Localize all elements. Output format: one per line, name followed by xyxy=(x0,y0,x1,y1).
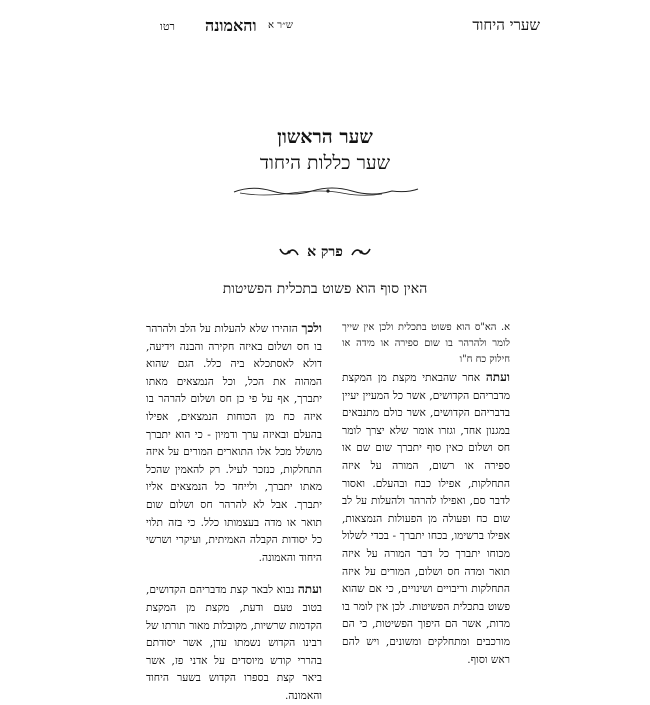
text-column-left xyxy=(146,320,322,705)
chapter-heading xyxy=(0,244,650,261)
paragraph-text: הזהירו שלא להעלות על הלב ולהרהר בו חס ושלום באיזה חקירה והבנה וידיעה, דולא לאסתכלא ביה כלל. הגם שהוא המהוה את הכל, וכל הנמצאים מאתו יתברך, אף על פי כן חס ושלום להרהר בו איזה כח מן הכוחות הנמצאים, אפילו בהעלם ובאיזה ערך ודמיון - כי הוא יתברך מושלל מכל אלו התוארים המורים על איזה התחלקות, כנזכר לעיל. רק להאמין שהכל מאתו יתברך, ולייחד כל הנמצאים אליו יתברך. אבל לא להרהר חס ושלום שום תואר או מדה בעצמותו כלל. כי בזה תלוי כל יסודות הקבלה האמיתית, ועיקרי ושרשי היחוד והאמונה. xyxy=(146,323,322,564)
paragraph xyxy=(146,320,322,567)
ornament-icon xyxy=(351,246,371,258)
flourish-ornament xyxy=(232,183,422,199)
paragraph-text: נבוא לבאר קצת מדבריהם הקדושים, בטוב טעם ודעת, מקצת מן המקצת הקדמות שרשיות, מקובלות מאור תורתו של רבינו הקדוש נשמתו עדן, אשר יסודתם בהררי קודש מיוסדים על אדני פז, אשר ביאר קצת בספרו הקדוש בשער היחוד והאמונה. xyxy=(146,584,322,702)
page-number: רטו xyxy=(160,20,175,33)
page-title: שער הראשון xyxy=(277,126,373,148)
paragraph xyxy=(146,581,322,705)
ornament-icon xyxy=(279,246,299,258)
lead-word: ועתה xyxy=(297,582,322,597)
chapter-subheading: האין סוף הוא פשוט בתכלית הפשיטות xyxy=(222,281,428,297)
footnote: א. הא"ס הוא פשוט בתכלית ולכן אין שייך לומר ולהרהר בו שום ספירה או מידה או חילוק כח ח"ו xyxy=(342,322,510,365)
paragraph xyxy=(342,369,510,669)
running-head-chapter-ref: ש״ר א xyxy=(268,20,293,31)
running-head-section: שערי היחוד xyxy=(472,16,540,34)
running-head-book: והאמונה xyxy=(205,16,257,35)
page-subtitle: שער כללות היחוד xyxy=(259,152,391,174)
lead-word: ועתה xyxy=(485,370,510,384)
running-head xyxy=(0,12,650,40)
chapter-label: פרק א xyxy=(307,244,343,260)
paragraph-text: אחר שהבאתי מקצת מן המקצת מדבריהם הקדושים, אשר כל המעיין יעיין בדבריהם הקדושים, אשר כולם מתנבאים במגנון אחד, וגזרו אומר שלא יצרך לומר חס ושלום כאין סוף יתברך שום שם או ספירה או רשום, המורה על איזה התחלקות, אפילו כבח ובהעלם. ואסור לדבר סם, ואפילו להרהר ולהעלות על לב שום כח ופעולה מן הפעולות הנמצאות, אפילו ברשימו, בכחו יתברך - בכדי לשלול מכוחו יתברך כל דבר המורה על איזה תואר ומדה חס ושלום, המורים על איזה התחלקות וריבויים ושינויים, כי אם שהוא פשוט בתכלית הפשיטות. לכן אין לומר בו מדות, אשר הם היפוך הפשיטות, כי הם מורכבים ומתחלקים ומשונים, ויש להם ראש וסוף. xyxy=(342,372,510,666)
text-column-right xyxy=(342,320,510,669)
lead-word: ולכך xyxy=(301,321,322,335)
